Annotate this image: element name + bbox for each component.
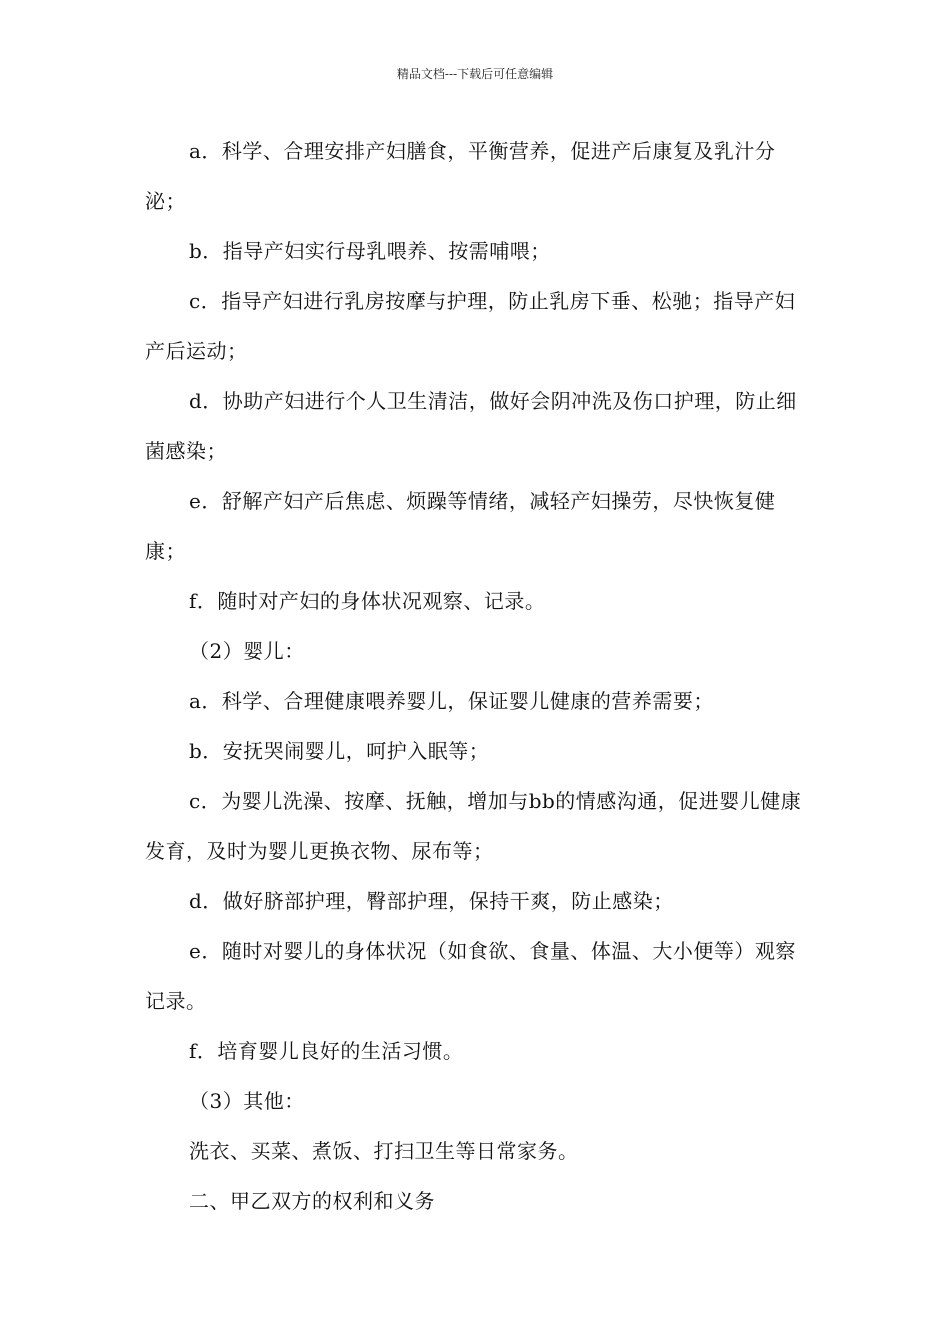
paragraph-mother-a: a．科学、合理安排产妇膳食，平衡营养，促进产后康复及乳汁分泌； [145,139,776,213]
paragraph-other-chores: 洗衣、买菜、煮饭、打扫卫生等日常家务。 [189,1139,579,1163]
paragraph-baby-b: b．安抚哭闹婴儿，呵护入眠等； [189,739,490,763]
paragraph-mother-d: d．协助产妇进行个人卫生清洁，做好会阴冲洗及伤口护理，防止细菌感染； [145,389,797,463]
section-heading-rights: 二、甲乙双方的权利和义务 [189,1189,435,1213]
section-heading-other: （3）其他： [189,1089,305,1113]
paragraph-baby-d: d．做好脐部护理，臀部护理，保持干爽，防止感染； [189,889,674,913]
paragraph-baby-a: a．科学、合理健康喂养婴儿，保证婴儿健康的营养需要； [189,689,714,713]
paragraph-baby-e: e．随时对婴儿的身体状况（如食欲、食量、体温、大小便等）观察记录。 [145,939,796,1013]
paragraph-baby-c: c．为婴儿洗澡、按摩、抚触，增加与bb的情感沟通，促进婴儿健康发育，及时为婴儿更换衣物、尿布等； [145,789,802,863]
paragraph-mother-c: c．指导产妇进行乳房按摩与护理，防止乳房下垂、松驰；指导产妇产后运动； [145,289,796,363]
paragraph-mother-e: e．舒解产妇产后焦虑、烦躁等情绪，减轻产妇操劳，尽快恢复健康； [145,489,776,563]
paragraph-mother-f: f．随时对产妇的身体状况观察、记录。 [189,589,546,613]
page-header: 精品文档---下载后可任意编辑 [396,67,554,81]
section-heading-baby: （2）婴儿： [189,639,305,663]
paragraph-mother-b: b．指导产妇实行母乳喂养、按需哺喂； [189,239,551,263]
document-body [145,126,810,1226]
paragraph-baby-f: f．培育婴儿良好的生活习惯。 [189,1039,464,1063]
